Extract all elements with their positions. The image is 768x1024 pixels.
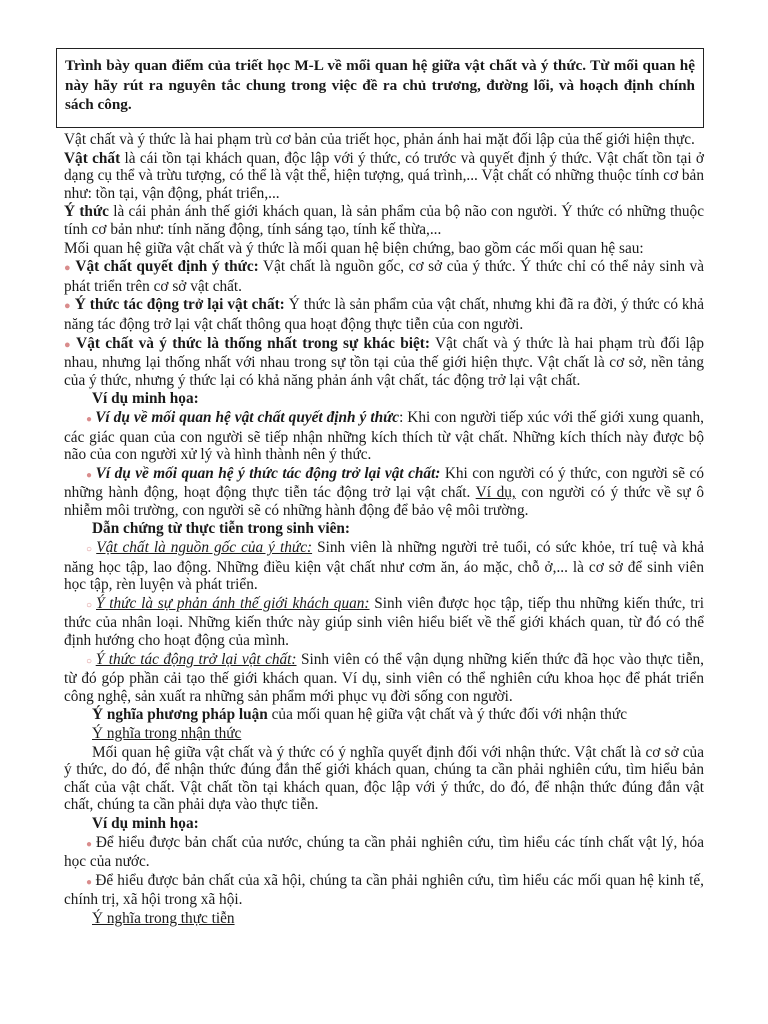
example-term: Ví dụ về mối quan hệ ý thức tác động trở lại vật chất: — [95, 464, 441, 482]
relation-text: Vật chất là nguồn gốc, cơ sở của ý thức. Ý thức chỉ có thể nảy sinh và phát triển trên cơ sở vật chất. — [64, 258, 704, 295]
evidence-heading-text: Dẫn chứng từ thực tiễn trong sinh viên: — [92, 520, 351, 538]
y-thuc-term: Ý thức — [64, 203, 109, 221]
evidence-text: Sinh viên được học tập, tiếp thu những kiến thức, tri thức của nhân loại. Những kiến thức này giúp sinh viên hiểu biết về thế giới khách quan, từ đó có thể định hướng cho hoạt động của mình. — [64, 594, 705, 650]
example2-item — [64, 834, 704, 871]
relation-term: Vật chất và ý thức là thống nhất trong sự khác biệt: — [76, 334, 430, 352]
bullet-dot-icon: ● — [86, 876, 93, 888]
bullet-dot-icon: ● — [86, 838, 93, 850]
example2-item — [64, 872, 704, 909]
vat-chat-paragraph — [64, 150, 704, 203]
example-heading-2 — [64, 815, 704, 833]
evidence-item — [64, 651, 704, 706]
relation-term: Ý thức tác động trở lại vật chất: — [74, 296, 285, 314]
circle-bullet-icon: ○ — [86, 544, 94, 556]
relation-item — [64, 335, 704, 390]
example-text: : Khi con người tiếp xúc với thế giới xung quanh, các giác quan của con người sẽ tiếp nhận những kích thích từ vật chất. Những kích thích này được bộ não của con người xử lý và hình thành nên ý thức. — [64, 408, 704, 464]
evidence-item — [64, 539, 704, 594]
example-item — [64, 465, 704, 520]
example-term: Ví dụ về mối quan hệ vật chất quyết định ý thức — [95, 408, 400, 426]
relation-term: Vật chất quyết định ý thức: — [75, 258, 259, 276]
vat-chat-text: là cái tồn tại khách quan, độc lập với ý thức, có trước và quyết định ý thức. Vật chất tồn tại ở dạng cụ thể và trừu tượng, có thể là vật thể, hiện tượng, quá trình,... Vật chất có những thuộc tính cơ bản như: tồn tại, vận động, phát triển,... — [64, 149, 704, 202]
example-heading-text: Ví dụ minh họa: — [92, 390, 199, 408]
example-item — [64, 409, 704, 464]
method-paragraph — [64, 706, 704, 724]
evidence-heading — [64, 520, 704, 538]
y-thuc-paragraph — [64, 203, 704, 238]
practice-heading-text: Ý nghĩa trong thực tiễn — [92, 909, 235, 927]
evidence-text: Sinh viên có thể vận dụng những kiến thức đã học vào thực tiễn, từ đó góp phần cải tạo thế giới khách quan. Ví dụ, sinh viên có thể nghiên cứu khoa học để phát triển công nghệ, sản xuất ra những sản phẩm mới phục vụ đời sống con người. — [64, 650, 704, 705]
bullet-dot-icon: ● — [64, 300, 71, 313]
bullet-dot-icon: ● — [64, 338, 73, 351]
example-underlined: Ví dụ, — [475, 484, 516, 502]
evidence-term: Ý thức tác động trở lại vật chất: — [95, 650, 297, 668]
relation-item — [64, 296, 704, 333]
question-title: Trình bày quan điểm của triết học M-L về mối quan hệ giữa vật chất và ý thức. Từ mối quan hệ này hãy rút ra nguyên tắc chung trong việc đề ra chủ trương, đường lối, và hoạch định chính sách công. — [56, 48, 704, 128]
intro-paragraph: Vật chất và ý thức là hai phạm trù cơ bản của triết học, phản ánh hai mặt đối lập của thế giới hiện thực. — [64, 131, 695, 148]
example2-text: Để hiểu được bản chất của xã hội, chúng ta cần phải nghiên cứu, tìm hiểu các mối quan hệ kinh tế, chính trị, xã hội trong xã hội. — [64, 871, 704, 909]
cognition-paragraph: Mối quan hệ giữa vật chất và ý thức có ý nghĩa quyết định đối với nhận thức. Vật chất là cơ sở của ý thức, do đó, để nhận thức đúng đắn thế giới khách quan, chúng ta cần phải nghiên cứu, tìm hiểu bản chất của vật chất. Vật chất tồn tại khách quan, độc lập với ý thức, do đó, để nhận thức đúng đắn vật chất, chúng ta cần phải dựa vào thực tiễn. — [64, 743, 704, 814]
bullet-dot-icon: ● — [86, 469, 93, 481]
evidence-text: Sinh viên là những người trẻ tuổi, có sức khỏe, trí tuệ và khả năng học tập, lao động. Những điều kiện vật chất như cơm ăn, áo mặc, chỗ ở,... là cơ sở để sinh viên học tập, rèn luyện và phát triển. — [64, 539, 705, 594]
circle-bullet-icon: ○ — [86, 599, 93, 611]
bullet-dot-icon: ● — [86, 413, 93, 425]
vat-chat-term: Vật chất — [64, 149, 121, 167]
circle-bullet-icon: ○ — [86, 655, 93, 667]
relation-intro: Mối quan hệ giữa vật chất và ý thức là mối quan hệ biện chứng, bao gồm các mối quan hệ sau: — [64, 239, 644, 257]
method-text: của mối quan hệ giữa vật chất và ý thức đối với nhận thức — [267, 706, 628, 724]
cognition-heading-text: Ý nghĩa trong nhận thức — [92, 725, 242, 742]
evidence-term: Vật chất là nguồn gốc của ý thức: — [96, 539, 313, 557]
method-term: Ý nghĩa phương pháp luận — [92, 706, 268, 724]
cognition-heading — [64, 725, 704, 743]
example-heading-2-text: Ví dụ minh họa: — [92, 814, 199, 832]
evidence-term: Ý thức là sự phản ánh thế giới khách quan: — [96, 594, 370, 612]
example-text-2: con người có ý thức về sự ô nhiễm môi trường, con người sẽ có những hành động để bảo vệ môi trường. — [64, 484, 704, 519]
y-thuc-text: là cái phản ánh thế giới khách quan, là sản phẩm của bộ não con người. Ý thức có những thuộc tính cơ bản như: tính năng động, tính sáng tạo, tính kế thừa,... — [64, 203, 704, 238]
practice-heading — [64, 910, 704, 928]
evidence-item — [64, 595, 704, 650]
relation-item — [64, 258, 704, 295]
example2-text: Để hiểu được bản chất của nước, chúng ta cần phải nghiên cứu, tìm hiểu các tính chất vật lý, hóa học của nước. — [64, 833, 704, 871]
example-heading — [64, 390, 704, 408]
bullet-dot-icon: ● — [64, 262, 72, 275]
example-text: Khi con người có ý thức, con người sẽ có những hành động, hoạt động thực tiễn tác động trở lại vật chất. — [64, 464, 704, 502]
relation-text: Vật chất và ý thức là hai phạm trù đối lập nhau, nhưng lại thống nhất với nhau trong sự tồn tại của thế giới hiện thực. Vật chất là cơ sở, nền tảng của ý thức, nhưng ý thức lại có khả năng phản ánh vật chất, tác động trở lại vật chất. — [64, 334, 704, 389]
document-body — [64, 131, 704, 929]
relation-text: Ý thức là sản phẩm của vật chất, nhưng khi đã ra đời, ý thức có khả năng tác động trở lại vật chất thông qua hoạt động thực tiễn của con người. — [64, 296, 704, 333]
